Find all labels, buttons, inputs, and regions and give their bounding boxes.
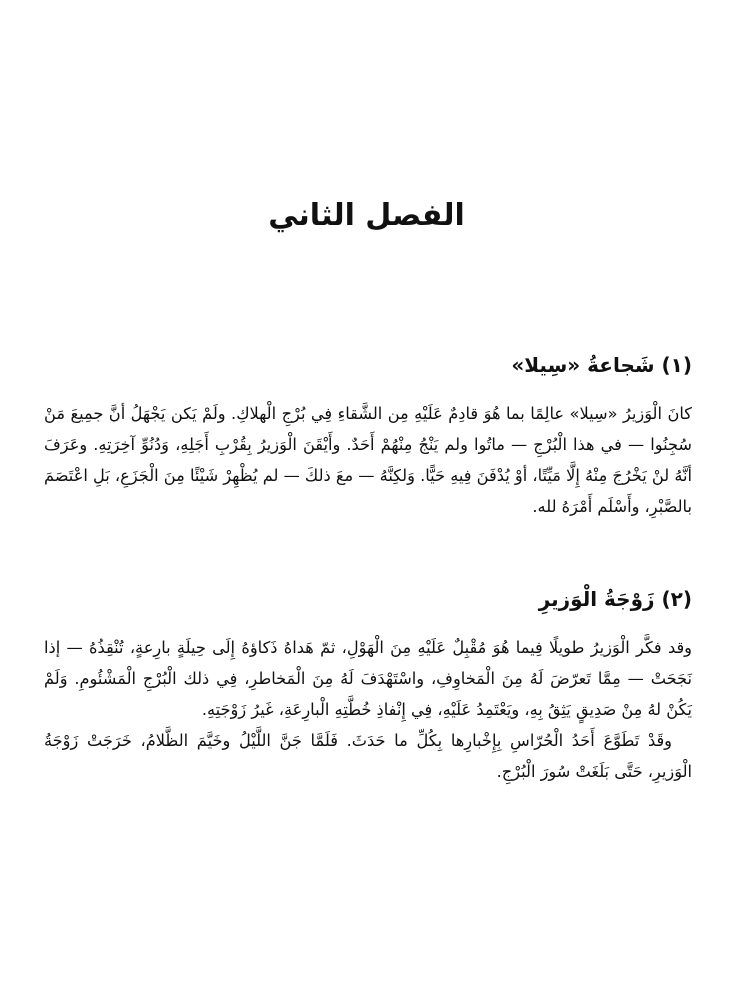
paragraph: وقد فكَّر الْوَزيرُ طويلًا فِيما هُوَ مُقْبِلٌ عَلَيْهِ مِنَ الْهَوْلِ، ثمّ هَداهُ ذَكاؤهُ إِلَى حِيلَةٍ بارِعةٍ، تُنْقِذُهُ — إذا نَجَحَتْ — مِمَّا تَعرّضَ لَهُ مِنَ الْمَخاوِفِ، واسْتَهْدَفَ لَهُ مِنَ الْمَخاطرِ، فِي ذلك الْبُرْجِ الْمَشْئُومِ. وَلَمْ يَكُنْ لهُ مِنْ صَدِيقٍ يَثِقُ بِهِ، ويَعْتَمِدُ عَلَيْهِ، فِي إِنْفاذِ خُطَّتِهِ الْبارِعَةِ، غَيرُ زَوْجَتِهِ. bbox=[44, 638, 692, 719]
section-heading: (١) شَجاعةُ «سِيلا» bbox=[511, 353, 692, 377]
section-1 bbox=[44, 352, 692, 522]
section-2 bbox=[44, 586, 692, 787]
section-heading: (٢) زَوْجَةُ الْوَزيرِ bbox=[538, 587, 692, 611]
paragraph: كانَ الْوَزيرُ «سِيلا» عالِمًا بما هُوَ قادِمٌ عَلَيْهِ مِن الشَّقاءِ فِي بُرْجِ الْهلاكِ. ولَمْ يَكن يَجْهَلُ أنَّ جمِيعَ مَنْ سُجِنُوا — في هذا الْبُرْجِ — ماتُوا ولم يَنْجُ مِنْهُمْ أَحَدٌ. وأَيْقَنَ الْوَزيرُ بِقُرْبِ أَجَلِهِ، وَدُنُوِّ آخِرَتِهِ. وعَرَفَ أنَّهُ لنْ يَخْرُجَ مِنْهُ إِلَّا مَيِّتًا، أوْ يُدْفَنَ فِيهِ حَيًّا. وَلكِنَّهُ — معَ ذلكَ — لم يُظْهِرْ شَيْئًا مِنَ الْجَزَعِ، بَلِ اعْتَصَمَ بالصَّبْرِ، وأَسْلَم أَمْرَهُ لله. bbox=[44, 404, 692, 516]
chapter-title: الفصل الثاني bbox=[268, 198, 465, 233]
paragraph: وقَدْ تَطَوَّعَ أَحَدُ الْحُرّاسِ بِإِخْبارِها بِكُلِّ ما حَدَثَ. فَلَمَّا جَنَّ اللَّيْلُ وخَيَّمَ الظَّلامُ، خَرَجَتْ زَوْجَةُ الْوَزيرِ، حَتَّى بَلَغَتْ سُورَ الْبُرْجِ. bbox=[44, 731, 692, 781]
